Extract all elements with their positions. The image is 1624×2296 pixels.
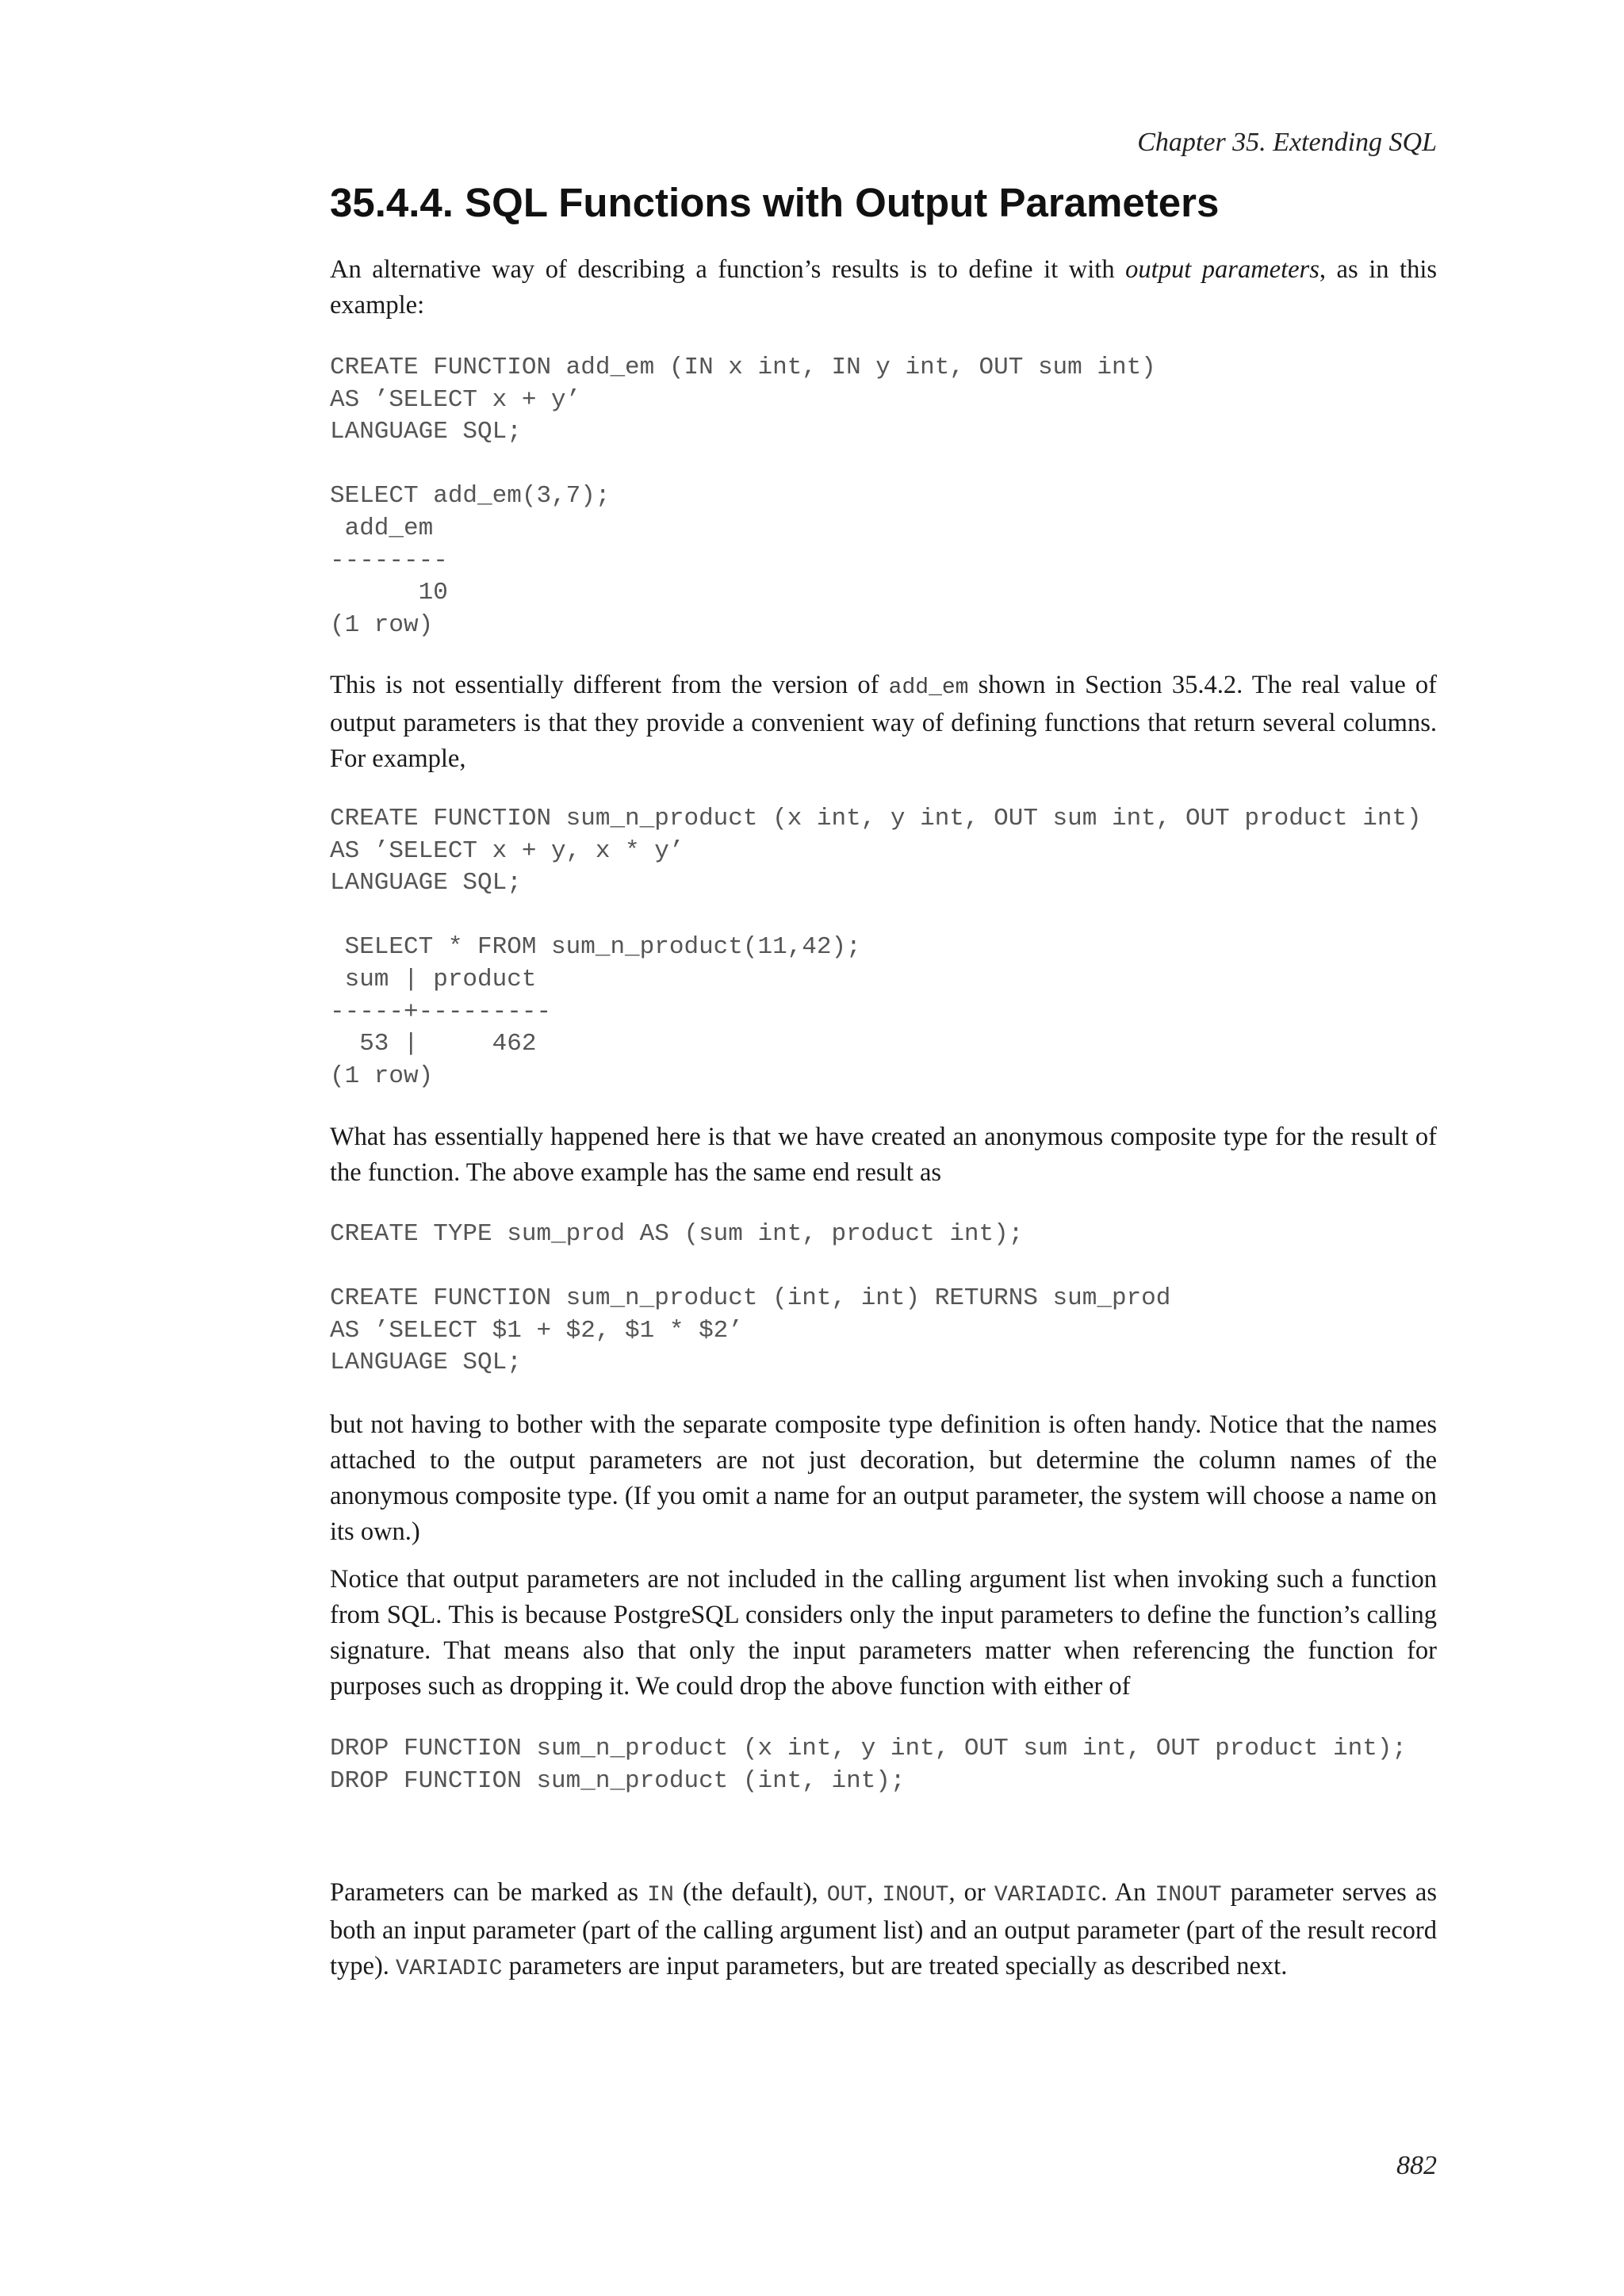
- text-span: . An: [1101, 1878, 1155, 1907]
- paragraph-naming: but not having to bother with the separate composite type definition is often handy. Notice that the names attached to the output parameters are not just decoration, but determine the column names of the anonymous composite type. (If you omit a name for an output parameter, the system will choose a name on its own.): [330, 1410, 1437, 1546]
- section-title: 35.4.4. SQL Functions with Output Parameters: [330, 180, 1220, 225]
- text-span: (the default),: [673, 1878, 827, 1907]
- inline-code-variadic: VARIADIC: [396, 1957, 503, 1981]
- text-span: , as in this example:: [330, 255, 1438, 320]
- paragraph-parameter-modes: [330, 1875, 1437, 1987]
- code-block-sum-n-product: CREATE FUNCTION sum_n_product (x int, y int, OUT sum int, OUT product int) AS ’SELECT x + y, x * y’ LANGUAGE SQL; SELECT * FROM sum_n_product(11,42); sum | product -----+--------- 53 | 462 (1 row): [330, 805, 1422, 1090]
- emphasis-output-parameters: output parameters: [1125, 255, 1320, 284]
- paragraph-output-parameters-value: [330, 668, 1437, 777]
- page-number: 882: [1396, 2151, 1437, 2180]
- inline-code-in: IN: [647, 1883, 674, 1908]
- inline-code-inout: INOUT: [882, 1883, 949, 1908]
- code-block-create-type: CREATE TYPE sum_prod AS (sum int, product int); CREATE FUNCTION sum_n_product (int, int) RETURNS sum_prod AS ’SELECT $1 + $2, $1 * $2’ LANGUAGE SQL;: [330, 1220, 1171, 1377]
- paragraph-calling-signature: Notice that output parameters are not included in the calling argument list when invoking such a function from SQL. This is because PostgreSQL considers only the input parameters to define the function’s calling signature. That means also that only the input parameters matter when referencing the function for purposes such as dropping it. We could drop the above function with either of: [330, 1565, 1437, 1701]
- running-header: Chapter 35. Extending SQL: [1137, 128, 1437, 157]
- text-span: This is not essentially different from the version of: [330, 671, 889, 699]
- text-span: , or: [948, 1878, 994, 1907]
- inline-code-variadic: VARIADIC: [994, 1883, 1101, 1908]
- code-block-drop-function: DROP FUNCTION sum_n_product (x int, y int, OUT sum int, OUT product int); DROP FUNCTION sum_n_product (int, int);: [330, 1735, 1408, 1795]
- paragraph-composite-type: What has essentially happened here is that we have created an anonymous composite type for the result of the function. The above example has the same end result as: [330, 1123, 1437, 1187]
- inline-code-add-em: add_em: [888, 675, 969, 700]
- inline-code-inout: INOUT: [1155, 1883, 1222, 1908]
- text-span: parameter serves as both an input parameter (part of the calling argument list) and an output parameter (part of the result record type).: [330, 1878, 1437, 1980]
- text-span: Parameters can be marked as: [330, 1878, 648, 1907]
- text-span: An alternative way of describing a function’s results is to define it with: [330, 255, 1126, 284]
- inline-code-out: OUT: [826, 1883, 868, 1908]
- text-span: parameters are input parameters, but are treated specially as described next.: [502, 1952, 1288, 1980]
- intro-paragraph: [330, 252, 1437, 323]
- code-block-add-em: CREATE FUNCTION add_em (IN x int, IN y int, OUT sum int) AS ’SELECT x + y’ LANGUAGE SQL; SELECT add_em(3,7); add_em -------- 10 (1 row): [330, 354, 1156, 639]
- text-span: shown in Section 35.4.2. The real value of output parameters is that they provide a convenient way of defining functions that return several columns. For example,: [330, 671, 1437, 773]
- text-span: ,: [867, 1878, 883, 1907]
